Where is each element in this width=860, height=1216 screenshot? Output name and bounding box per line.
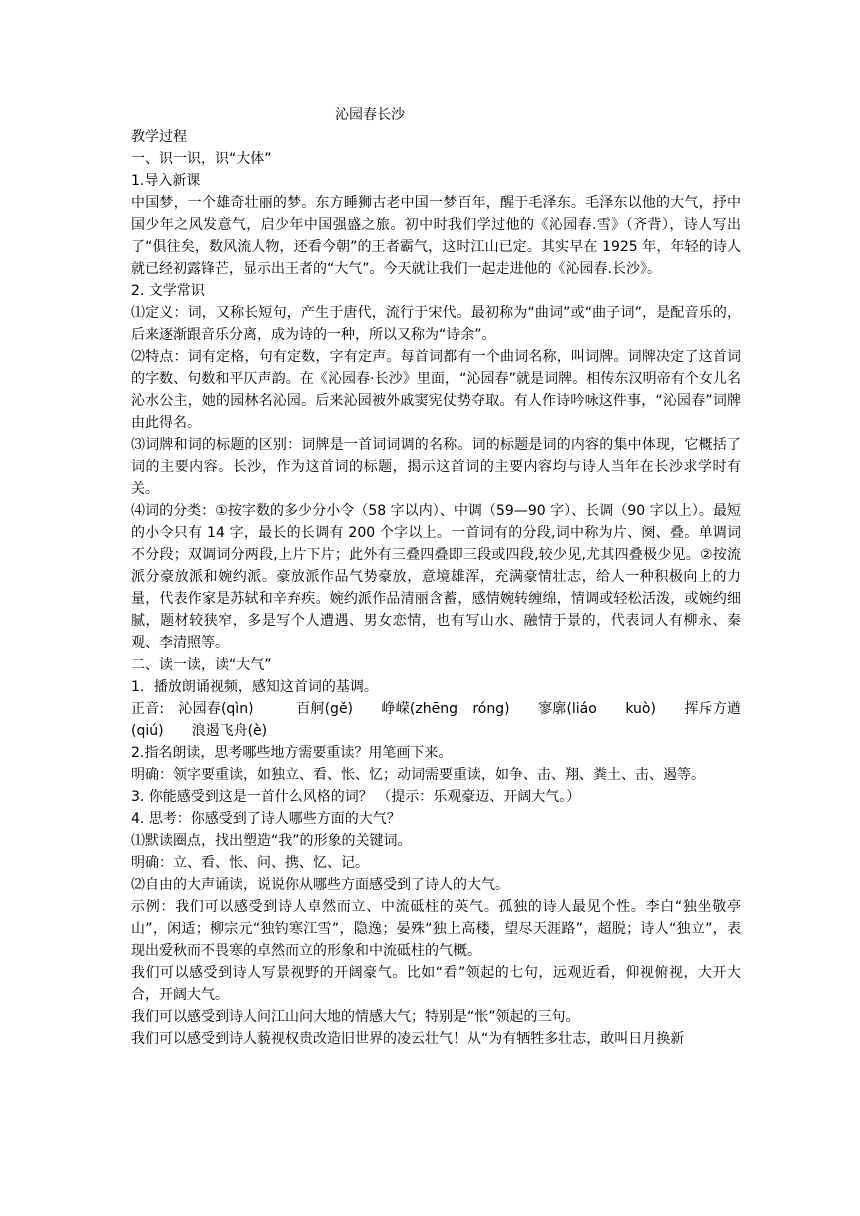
paragraph: 4. 思考：你感受到了诗人哪些方面的大气？	[131, 811, 401, 827]
paragraph: 示例：我们可以感受到诗人卓然而立、中流砥柱的英气。孤独的诗人最见个性。李白“独坐敬亭山”，闲适；柳宗元“独钓寒江雪”，隐逸；晏殊“独上高楼，望尽天涯路”，超脱；诗人“独立”，表现出爱秋而不畏寒的卓然而立的形象和中流砥柱的气概。	[131, 899, 741, 959]
subsection-heading: 2. 文学常识	[131, 283, 205, 299]
paragraph: 明确：立、看、怅、问、携、忆、记。	[131, 855, 369, 871]
paragraph: ⑵自由的大声诵读，说说你从哪些方面感受到了诗人的大气。	[131, 877, 509, 893]
document-body	[131, 126, 741, 1050]
section-heading: 二、读一读，读“大气”	[131, 657, 272, 673]
section-heading: 一、识一识，识“大体”	[131, 151, 272, 167]
document-title: 沁园春长沙	[335, 107, 405, 123]
paragraph: 我们可以感受到诗人写景视野的开阔豪气。比如“看”领起的七句，远观近看，仰视俯视，大开大合，开阔大气。	[131, 965, 741, 1003]
paragraph: ⑴默读圈点，找出塑造“我”的形象的关键词。	[131, 833, 412, 849]
paragraph: 教学过程	[131, 129, 187, 145]
paragraph: ⑵特点：词有定格，句有定数，字有定声。每首词都有一个曲词名称，叫词牌。词牌决定了这首词的字数、句数和平仄声韵。在《沁园春·长沙》里面，“沁园春”就是词牌。相传东汉明帝有个女儿名沁水公主，她的园林名沁园。后来沁园被外戚窦宪仗势夺取。有人作诗吟咏这件事，“沁园春”词牌由此得名。	[131, 349, 741, 431]
paragraph: ⑶词牌和词的标题的区别：词牌是一首词词调的名称。词的标题是词的内容的集中体现，它概括了词的主要内容。长沙，作为这首词的标题，揭示这首词的主要内容均与诗人当年在长沙求学时有关。	[131, 437, 741, 497]
paragraph: 我们可以感受到诗人问江山问大地的情感大气；特别是“怅”领起的三句。	[131, 1009, 580, 1025]
paragraph: 3. 你能感受到这是一首什么风格的词？ （提示：乐观豪迈、开阔大气。）	[131, 789, 581, 805]
subsection-heading: 1.导入新课	[131, 173, 201, 189]
paragraph: 2.指名朗读，思考哪些地方需要重读？用笔画下来。	[131, 745, 453, 761]
paragraph: 我们可以感受到诗人藐视权贵改造旧世界的凌云壮气！从“为有牺牲多壮志，敢叫日月换新	[131, 1031, 685, 1047]
paragraph: ⑷词的分类：①按字数的多少分小令（58 字以内）、中调（59—90 字）、长调（90 字以上）。最短的小令只有 14 字，最长的长调有 200 个字以上。一首词有的分段,词中称为片、阕、叠。单调词不分段；双调词分两段,上片下片；此外有三叠四叠即三段或四段,较少见,尤其四叠极少见。②按流派分豪放派和婉约派。豪放派作品气势豪放，意境雄浑，充满豪情壮志，给人一种积极向上的力量，代表作家是苏轼和辛弃疾。婉约派作品清丽含蓄，感情婉转缠绵，情调或轻松活泼，或婉约细腻，题材较狭窄，多是写个人遭遇、男女恋情，也有写山水、融情于景的，代表词人有柳永、秦观、李清照等。	[131, 503, 741, 651]
paragraph: 中国梦，一个雄奇壮丽的梦。东方睡狮古老中国一梦百年，醒于毛泽东。毛泽东以他的大气，抒中国少年之风发意气，启少年中国强盛之旅。初中时我们学过他的《沁园春.雪》（齐背），诗人写出了“俱往矣，数风流人物，还看今朝”的王者霸气，这时江山已定。其实早在 1925 年，年轻的诗人就已经初露锋芒，显示出王者的“大气”。今天就让我们一起走进他的《沁园春.长沙》。	[131, 195, 741, 277]
pronunciation-paragraph: 正音: 沁园春(qìn) 百舸(gě) 峥嵘(zhēng róng) 寥廓(liáo kuò) 挥斥方遒(qiú) 浪遏飞舟(è)	[131, 701, 741, 739]
paragraph: 明确：领字要重读，如独立、看、怅、忆；动词需要重读，如争、击、翔、粪土、击、遏等。	[131, 767, 705, 783]
paragraph: ⑴定义：词，又称长短句，产生于唐代，流行于宋代。最初称为“曲词”或“曲子词”，是配音乐的，后来逐渐跟音乐分离，成为诗的一种，所以又称为“诗余”。	[131, 305, 741, 343]
paragraph: 1．播放朗诵视频，感知这首词的基调。	[131, 679, 378, 695]
